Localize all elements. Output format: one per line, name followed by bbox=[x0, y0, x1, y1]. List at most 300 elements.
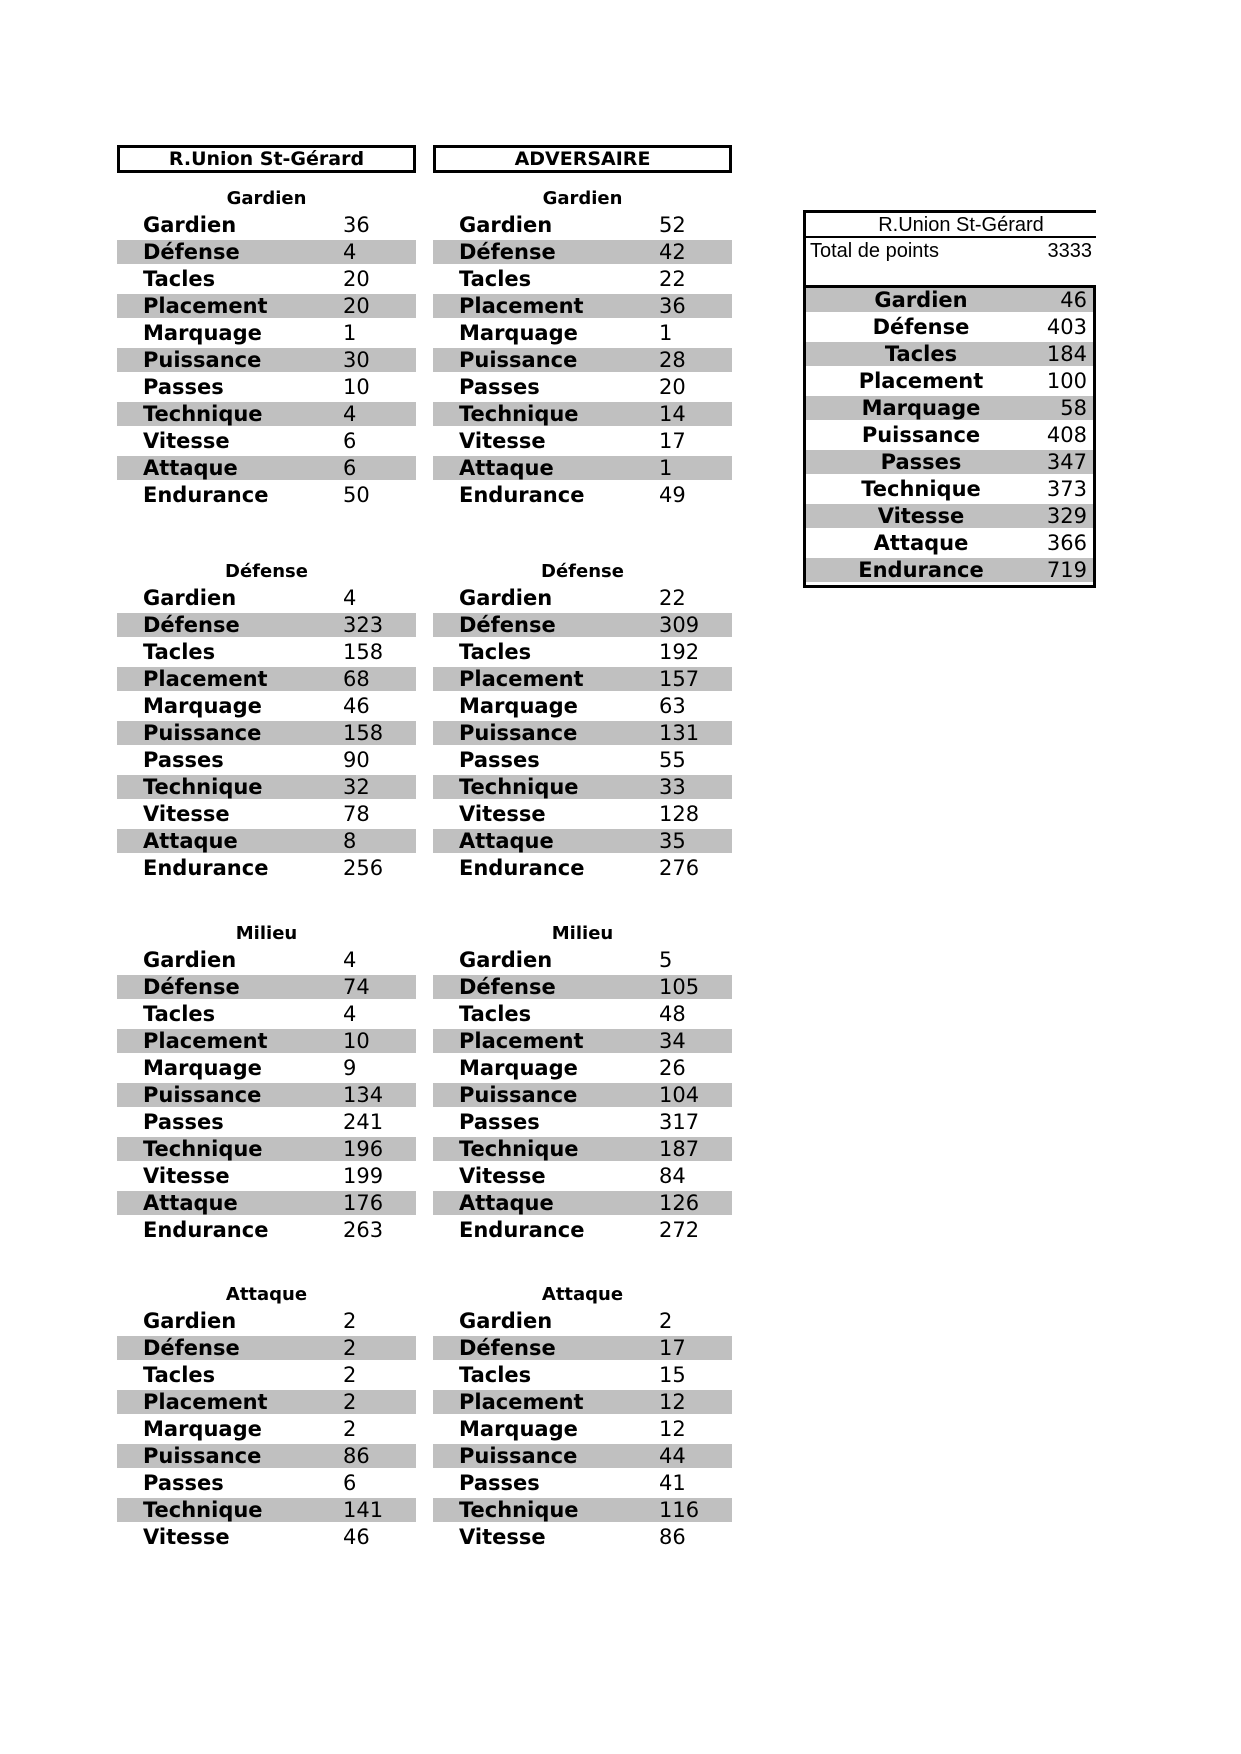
stat-label: Attaque bbox=[459, 456, 554, 480]
stat-rows bbox=[433, 948, 732, 1242]
stat-row bbox=[117, 1083, 416, 1107]
stat-label: Passes bbox=[459, 1110, 540, 1134]
stat-label: Défense bbox=[459, 240, 556, 264]
stat-row bbox=[117, 1002, 416, 1026]
stat-label: Passes bbox=[143, 375, 224, 399]
stat-value: 10 bbox=[343, 1029, 370, 1053]
stat-value: 78 bbox=[343, 802, 370, 826]
stat-row bbox=[433, 1390, 732, 1414]
stat-value: 5 bbox=[659, 948, 673, 972]
stat-row bbox=[117, 1417, 416, 1441]
stat-value: 323 bbox=[343, 613, 384, 637]
stat-label: Attaque bbox=[459, 1191, 554, 1215]
stat-row bbox=[433, 1218, 732, 1242]
stat-value: 4 bbox=[343, 586, 357, 610]
stat-row bbox=[433, 348, 732, 372]
stat-row bbox=[117, 375, 416, 399]
stat-label: Placement bbox=[143, 1029, 268, 1053]
summary-panel bbox=[803, 210, 1096, 588]
stat-row bbox=[117, 1444, 416, 1468]
stat-label: Technique bbox=[143, 1137, 263, 1161]
stat-label: Marquage bbox=[459, 1417, 578, 1441]
section-title: Milieu bbox=[235, 923, 298, 944]
stat-row bbox=[433, 721, 732, 745]
stat-label: Vitesse bbox=[459, 429, 546, 453]
stat-value: 9 bbox=[343, 1056, 357, 1080]
stat-label: Attaque bbox=[143, 829, 238, 853]
stat-label: Puissance bbox=[459, 348, 578, 372]
stat-label: Placement bbox=[143, 1390, 268, 1414]
stat-label: Gardien bbox=[143, 213, 237, 237]
stat-row bbox=[117, 1164, 416, 1188]
section-home bbox=[117, 1284, 416, 1552]
stat-label: Marquage bbox=[459, 321, 578, 345]
stat-label: Endurance bbox=[143, 483, 269, 507]
stat-value: 84 bbox=[659, 1164, 686, 1188]
stat-label: Endurance bbox=[459, 1218, 585, 1242]
stat-value: 104 bbox=[659, 1083, 700, 1107]
summary-total-label: Total de points bbox=[810, 240, 939, 262]
section-title: Gardien bbox=[226, 188, 307, 209]
stat-row bbox=[117, 748, 416, 772]
summary-value: 46 bbox=[1060, 288, 1087, 312]
stat-value: 14 bbox=[659, 402, 686, 426]
summary-label: Vitesse bbox=[877, 504, 965, 528]
section-title: Attaque bbox=[225, 1284, 308, 1305]
stat-value: 2 bbox=[659, 1309, 673, 1333]
stat-value: 36 bbox=[343, 213, 370, 237]
stat-value: 26 bbox=[659, 1056, 686, 1080]
stat-label: Gardien bbox=[459, 948, 553, 972]
stat-value: 1 bbox=[659, 321, 673, 345]
stat-label: Attaque bbox=[143, 1191, 238, 1215]
stat-label: Technique bbox=[143, 402, 263, 426]
summary-value: 366 bbox=[1046, 531, 1087, 555]
stat-value: 42 bbox=[659, 240, 686, 264]
stat-value: 116 bbox=[659, 1498, 700, 1522]
stat-row bbox=[433, 1309, 732, 1333]
summary-label: Attaque bbox=[873, 531, 969, 555]
stat-value: 158 bbox=[343, 640, 384, 664]
section-away bbox=[433, 1284, 732, 1552]
stat-row bbox=[117, 1471, 416, 1495]
section-title: Attaque bbox=[541, 1284, 624, 1305]
stat-row bbox=[433, 1444, 732, 1468]
stat-value: 44 bbox=[659, 1444, 686, 1468]
stat-value: 12 bbox=[659, 1390, 686, 1414]
summary-label: Puissance bbox=[861, 423, 981, 447]
stat-value: 272 bbox=[659, 1218, 700, 1242]
stat-row bbox=[433, 948, 732, 972]
stat-label: Tacles bbox=[459, 640, 532, 664]
stat-row bbox=[117, 1191, 416, 1215]
stat-row bbox=[433, 1137, 732, 1161]
stat-label: Technique bbox=[143, 1498, 263, 1522]
summary-value: 408 bbox=[1046, 423, 1087, 447]
stat-value: 90 bbox=[343, 748, 370, 772]
stat-label: Technique bbox=[459, 402, 579, 426]
stat-label: Défense bbox=[459, 613, 556, 637]
stat-row bbox=[117, 721, 416, 745]
stat-value: 176 bbox=[343, 1191, 384, 1215]
stat-row bbox=[433, 402, 732, 426]
stat-row bbox=[433, 1110, 732, 1134]
summary-label: Tacles bbox=[884, 342, 958, 366]
summary-label: Défense bbox=[872, 315, 970, 339]
stat-value: 199 bbox=[343, 1164, 384, 1188]
stat-label: Marquage bbox=[459, 694, 578, 718]
stat-label: Défense bbox=[459, 1336, 556, 1360]
stat-value: 2 bbox=[343, 1363, 357, 1387]
stat-label: Tacles bbox=[143, 267, 216, 291]
stat-row bbox=[117, 429, 416, 453]
stat-row bbox=[433, 829, 732, 853]
stat-value: 128 bbox=[659, 802, 700, 826]
stat-label: Gardien bbox=[459, 1309, 553, 1333]
stat-label: Gardien bbox=[143, 586, 237, 610]
section-title: Milieu bbox=[551, 923, 614, 944]
stat-label: Gardien bbox=[459, 586, 553, 610]
stat-row bbox=[117, 1110, 416, 1134]
summary-value: 373 bbox=[1046, 477, 1087, 501]
stat-value: 41 bbox=[659, 1471, 686, 1495]
stat-row bbox=[117, 667, 416, 691]
stat-row bbox=[433, 213, 732, 237]
stat-value: 86 bbox=[659, 1525, 686, 1549]
stat-row bbox=[433, 613, 732, 637]
section-title: Défense bbox=[225, 561, 308, 582]
stat-value: 157 bbox=[659, 667, 700, 691]
stat-value: 309 bbox=[659, 613, 700, 637]
stat-label: Puissance bbox=[459, 721, 578, 745]
stat-value: 317 bbox=[659, 1110, 700, 1134]
stat-value: 4 bbox=[343, 1002, 357, 1026]
stat-value: 12 bbox=[659, 1417, 686, 1441]
section-title: Défense bbox=[541, 561, 624, 582]
stat-label: Placement bbox=[459, 667, 584, 691]
stat-value: 46 bbox=[343, 694, 370, 718]
stat-value: 52 bbox=[659, 213, 686, 237]
stat-row bbox=[433, 267, 732, 291]
stat-value: 241 bbox=[343, 1110, 384, 1134]
stat-value: 86 bbox=[343, 1444, 370, 1468]
stat-row bbox=[433, 1056, 732, 1080]
stat-row bbox=[117, 348, 416, 372]
stat-row bbox=[117, 483, 416, 507]
summary-value: 403 bbox=[1046, 315, 1087, 339]
stat-value: 6 bbox=[343, 456, 357, 480]
stat-row bbox=[433, 240, 732, 264]
stat-value: 6 bbox=[343, 429, 357, 453]
summary-value: 100 bbox=[1046, 369, 1087, 393]
summary-row bbox=[806, 288, 1093, 312]
stat-label: Marquage bbox=[143, 321, 262, 345]
stat-row bbox=[433, 1164, 732, 1188]
stat-label: Puissance bbox=[459, 1444, 578, 1468]
summary-row bbox=[806, 531, 1093, 555]
stat-row bbox=[433, 975, 732, 999]
stat-label: Vitesse bbox=[459, 1164, 546, 1188]
summary-row bbox=[806, 342, 1093, 366]
stat-value: 6 bbox=[343, 1471, 357, 1495]
stat-row bbox=[117, 456, 416, 480]
stat-label: Technique bbox=[459, 1137, 579, 1161]
stat-value: 34 bbox=[659, 1029, 686, 1053]
stat-rows bbox=[117, 948, 416, 1242]
stat-row bbox=[433, 1498, 732, 1522]
stat-value: 2 bbox=[343, 1309, 357, 1333]
summary-row bbox=[806, 450, 1093, 474]
stat-rows bbox=[433, 213, 732, 507]
stat-label: Marquage bbox=[143, 1056, 262, 1080]
summary-label: Marquage bbox=[861, 396, 981, 420]
stat-value: 32 bbox=[343, 775, 370, 799]
summary-row bbox=[806, 504, 1093, 528]
stat-value: 17 bbox=[659, 1336, 686, 1360]
stat-row bbox=[433, 1417, 732, 1441]
stat-value: 48 bbox=[659, 1002, 686, 1026]
home-team-header: R.Union St-Gérard bbox=[117, 145, 416, 173]
stat-row bbox=[117, 1363, 416, 1387]
stat-row bbox=[117, 1218, 416, 1242]
stat-row bbox=[117, 213, 416, 237]
stat-row bbox=[433, 1029, 732, 1053]
stat-value: 263 bbox=[343, 1218, 384, 1242]
stat-row bbox=[117, 294, 416, 318]
stat-row bbox=[117, 975, 416, 999]
summary-row bbox=[806, 423, 1093, 447]
summary-total bbox=[803, 238, 1096, 285]
summary-title: R.Union St-Gérard bbox=[803, 210, 1096, 238]
summary-row bbox=[806, 477, 1093, 501]
stat-row bbox=[117, 1498, 416, 1522]
stat-label: Vitesse bbox=[143, 1164, 230, 1188]
stat-row bbox=[433, 483, 732, 507]
stat-label: Vitesse bbox=[143, 1525, 230, 1549]
stat-value: 192 bbox=[659, 640, 700, 664]
stat-label: Endurance bbox=[459, 856, 585, 880]
stat-row bbox=[117, 948, 416, 972]
stat-label: Marquage bbox=[459, 1056, 578, 1080]
summary-value: 329 bbox=[1046, 504, 1087, 528]
stat-row bbox=[433, 1336, 732, 1360]
stat-row bbox=[433, 1471, 732, 1495]
stat-value: 276 bbox=[659, 856, 700, 880]
stat-label: Gardien bbox=[459, 213, 553, 237]
stat-row bbox=[433, 1363, 732, 1387]
stat-row bbox=[117, 267, 416, 291]
stat-label: Gardien bbox=[143, 1309, 237, 1333]
stat-label: Tacles bbox=[459, 267, 532, 291]
stat-rows bbox=[117, 586, 416, 880]
stat-label: Placement bbox=[459, 1029, 584, 1053]
stat-value: 1 bbox=[659, 456, 673, 480]
summary-rows bbox=[803, 285, 1096, 588]
stat-row bbox=[433, 294, 732, 318]
stat-label: Puissance bbox=[459, 1083, 578, 1107]
stat-label: Vitesse bbox=[459, 802, 546, 826]
stat-label: Placement bbox=[459, 1390, 584, 1414]
stat-label: Puissance bbox=[143, 1444, 262, 1468]
stat-row bbox=[117, 586, 416, 610]
section-home bbox=[117, 923, 416, 1245]
stat-label: Marquage bbox=[143, 1417, 262, 1441]
stat-rows bbox=[433, 586, 732, 880]
stat-label: Défense bbox=[459, 975, 556, 999]
stat-value: 33 bbox=[659, 775, 686, 799]
stat-label: Attaque bbox=[459, 829, 554, 853]
stat-value: 4 bbox=[343, 948, 357, 972]
stat-row bbox=[433, 748, 732, 772]
stat-row bbox=[433, 1002, 732, 1026]
stat-label: Passes bbox=[143, 748, 224, 772]
stat-value: 10 bbox=[343, 375, 370, 399]
stat-label: Puissance bbox=[143, 721, 262, 745]
stat-label: Gardien bbox=[143, 948, 237, 972]
stat-row bbox=[433, 667, 732, 691]
stat-row bbox=[433, 586, 732, 610]
summary-value: 58 bbox=[1060, 396, 1087, 420]
stat-value: 28 bbox=[659, 348, 686, 372]
stat-label: Endurance bbox=[143, 856, 269, 880]
stat-row bbox=[117, 775, 416, 799]
stat-value: 141 bbox=[343, 1498, 384, 1522]
stat-value: 4 bbox=[343, 402, 357, 426]
stat-row bbox=[433, 456, 732, 480]
stat-value: 20 bbox=[343, 267, 370, 291]
stat-value: 55 bbox=[659, 748, 686, 772]
stat-row bbox=[433, 694, 732, 718]
stat-label: Défense bbox=[143, 975, 240, 999]
stat-row bbox=[117, 829, 416, 853]
stat-label: Tacles bbox=[459, 1002, 532, 1026]
section-away bbox=[433, 923, 732, 1245]
stat-row bbox=[433, 1083, 732, 1107]
summary-value: 184 bbox=[1046, 342, 1087, 366]
stat-row bbox=[117, 240, 416, 264]
stat-row bbox=[117, 402, 416, 426]
stat-row bbox=[433, 375, 732, 399]
stat-value: 68 bbox=[343, 667, 370, 691]
section-title: Gardien bbox=[542, 188, 623, 209]
stat-label: Placement bbox=[143, 667, 268, 691]
stat-value: 196 bbox=[343, 1137, 384, 1161]
stat-label: Passes bbox=[143, 1471, 224, 1495]
stat-row bbox=[433, 1525, 732, 1549]
stat-row bbox=[117, 1525, 416, 1549]
stat-value: 22 bbox=[659, 586, 686, 610]
summary-label: Passes bbox=[880, 450, 962, 474]
stat-value: 2 bbox=[343, 1417, 357, 1441]
stat-label: Placement bbox=[143, 294, 268, 318]
stat-label: Défense bbox=[143, 240, 240, 264]
stat-label: Technique bbox=[143, 775, 263, 799]
stat-label: Vitesse bbox=[459, 1525, 546, 1549]
stat-row bbox=[117, 1336, 416, 1360]
section-away bbox=[433, 561, 732, 883]
summary-label: Technique bbox=[861, 477, 981, 501]
stat-value: 126 bbox=[659, 1191, 700, 1215]
stat-value: 63 bbox=[659, 694, 686, 718]
summary-value: 347 bbox=[1046, 450, 1087, 474]
stat-row bbox=[117, 1309, 416, 1333]
stat-label: Vitesse bbox=[143, 429, 230, 453]
stat-rows bbox=[117, 1309, 416, 1549]
stat-value: 256 bbox=[343, 856, 384, 880]
stat-row bbox=[433, 775, 732, 799]
stat-value: 49 bbox=[659, 483, 686, 507]
stat-value: 4 bbox=[343, 240, 357, 264]
stat-value: 17 bbox=[659, 429, 686, 453]
stat-value: 187 bbox=[659, 1137, 700, 1161]
stat-label: Puissance bbox=[143, 1083, 262, 1107]
stat-value: 20 bbox=[659, 375, 686, 399]
stat-row bbox=[117, 694, 416, 718]
stat-row bbox=[117, 1390, 416, 1414]
stat-value: 50 bbox=[343, 483, 370, 507]
stat-value: 22 bbox=[659, 267, 686, 291]
stat-value: 134 bbox=[343, 1083, 384, 1107]
summary-row bbox=[806, 396, 1093, 420]
summary-total-value: 3333 bbox=[1047, 240, 1092, 262]
stat-value: 15 bbox=[659, 1363, 686, 1387]
stat-value: 46 bbox=[343, 1525, 370, 1549]
section-home bbox=[117, 561, 416, 883]
stat-label: Passes bbox=[459, 1471, 540, 1495]
stat-value: 158 bbox=[343, 721, 384, 745]
stat-row bbox=[433, 802, 732, 826]
summary-row bbox=[806, 369, 1093, 393]
stat-row bbox=[117, 802, 416, 826]
stat-label: Attaque bbox=[143, 456, 238, 480]
away-team-header: ADVERSAIRE bbox=[433, 145, 732, 173]
stat-row bbox=[117, 321, 416, 345]
stat-label: Passes bbox=[143, 1110, 224, 1134]
stat-label: Tacles bbox=[143, 1363, 216, 1387]
stat-rows bbox=[433, 1309, 732, 1549]
stat-value: 30 bbox=[343, 348, 370, 372]
stat-label: Vitesse bbox=[143, 802, 230, 826]
stat-row bbox=[117, 1056, 416, 1080]
stat-value: 1 bbox=[343, 321, 357, 345]
stat-label: Endurance bbox=[459, 483, 585, 507]
stat-label: Tacles bbox=[459, 1363, 532, 1387]
stat-value: 74 bbox=[343, 975, 370, 999]
summary-label: Endurance bbox=[858, 558, 984, 582]
section-home bbox=[117, 188, 416, 510]
stat-rows bbox=[117, 213, 416, 507]
stat-label: Placement bbox=[459, 294, 584, 318]
stat-label: Puissance bbox=[143, 348, 262, 372]
stat-value: 20 bbox=[343, 294, 370, 318]
summary-value: 719 bbox=[1046, 558, 1087, 582]
stat-value: 35 bbox=[659, 829, 686, 853]
stat-label: Passes bbox=[459, 748, 540, 772]
summary-label: Placement bbox=[858, 369, 984, 393]
stat-row bbox=[117, 1137, 416, 1161]
stat-row bbox=[433, 1191, 732, 1215]
stat-value: 2 bbox=[343, 1336, 357, 1360]
stat-label: Technique bbox=[459, 1498, 579, 1522]
stat-value: 105 bbox=[659, 975, 700, 999]
stat-value: 131 bbox=[659, 721, 700, 745]
summary-row bbox=[806, 558, 1093, 582]
stat-row bbox=[117, 856, 416, 880]
summary-label: Gardien bbox=[874, 288, 968, 312]
stat-value: 2 bbox=[343, 1390, 357, 1414]
stat-label: Tacles bbox=[143, 1002, 216, 1026]
stat-row bbox=[433, 856, 732, 880]
